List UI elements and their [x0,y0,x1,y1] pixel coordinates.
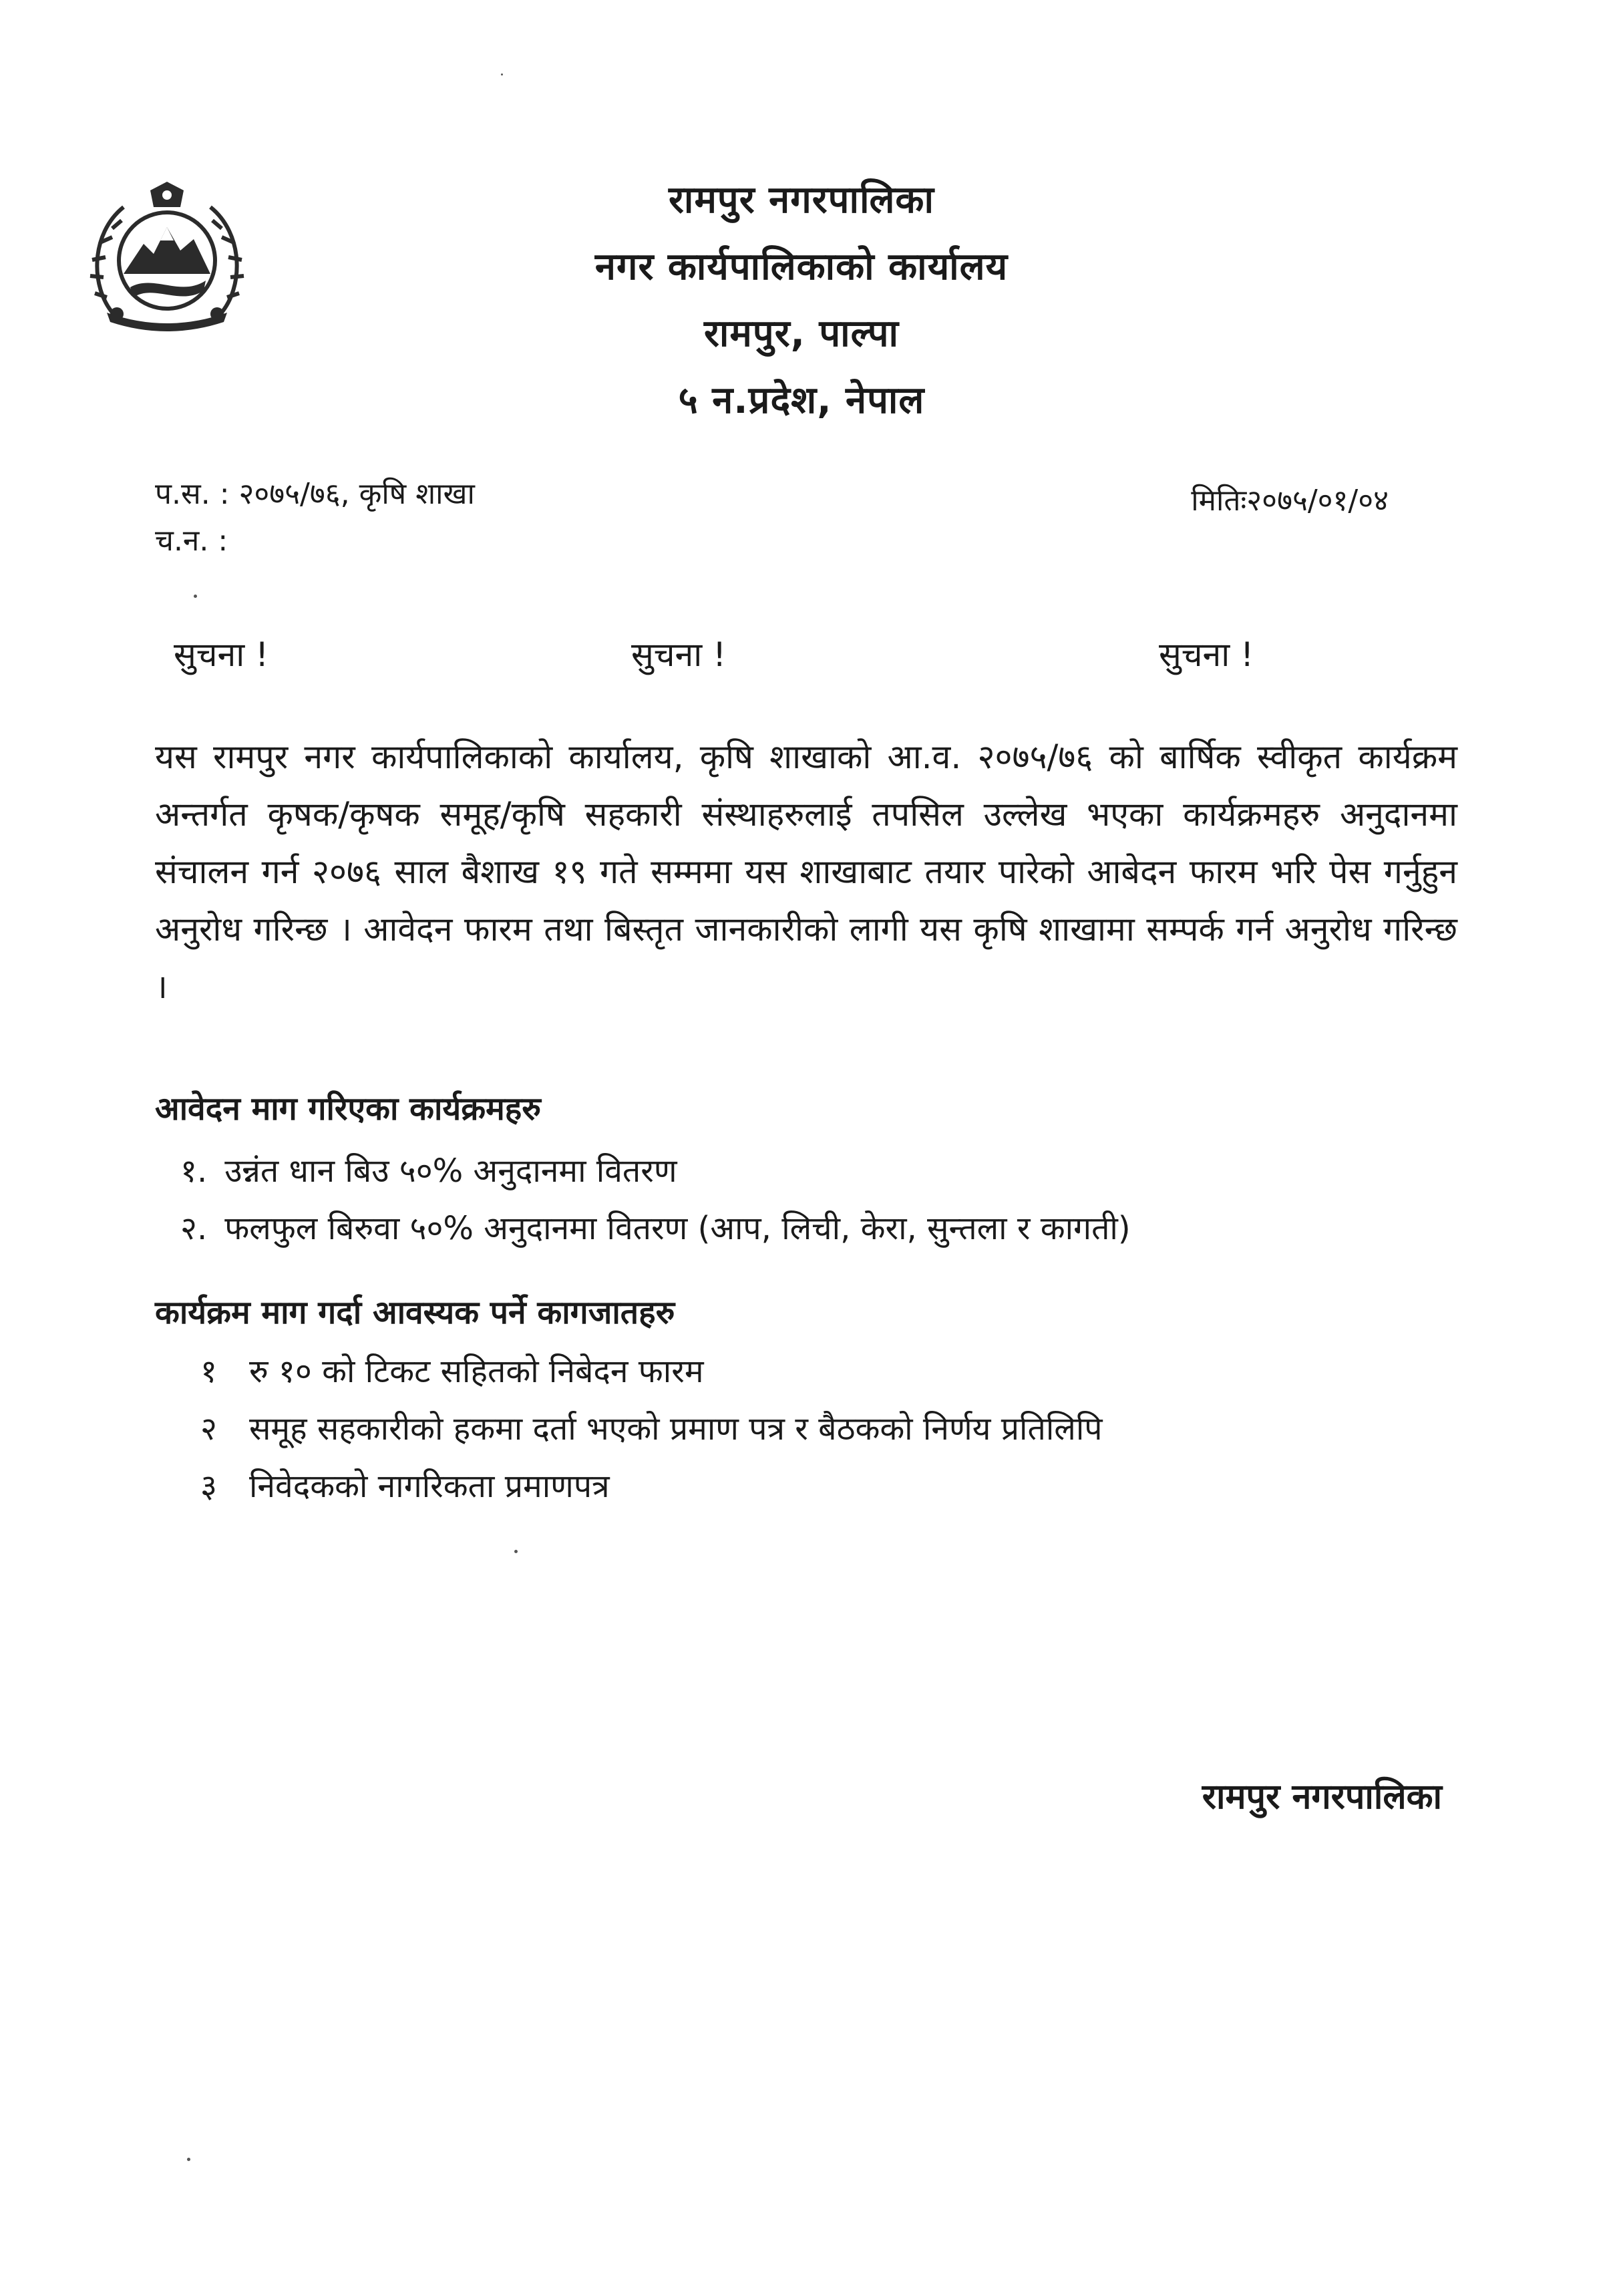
programs-list [180,1142,1131,1257]
list-item-number: २. [180,1210,208,1247]
list-item [180,1200,1131,1257]
signature-block: रामपुर नगरपालिका [1202,1777,1442,1817]
list-item-number: २ [200,1410,217,1448]
documents-list [200,1343,1103,1515]
province-country: ५ न.प्रदेश, नेपाल [678,379,925,422]
list-item-text: निवेदकको नागरिकता प्रमाणपत्र [248,1468,610,1505]
scan-speck [501,73,503,75]
issue-date: मितिः२०७५/०१/०४ [1191,484,1389,518]
office-name: नगर कार्यपालिकाको कार्यालय [594,245,1009,289]
list-item-number: १ [200,1353,217,1390]
scan-speck [514,1550,518,1553]
list-item [200,1400,1103,1458]
scan-speck [194,595,197,598]
list-item [200,1458,1103,1515]
scan-speck [187,2158,190,2161]
list-item-text: फलफुल बिरुवा ५०% अनुदानमा वितरण (आप, लिची, केरा, सुन्तला र कागती) [224,1210,1131,1247]
office-location: रामपुर, पाल्पा [703,312,900,355]
municipality-name: रामपुर नगरपालिका [669,178,934,222]
list-item-text: समूह सहकारीको हकमा दर्ता भएको प्रमाण पत्र र बैठकको निर्णय प्रतिलिपि [248,1410,1103,1448]
list-item-number: १. [180,1152,208,1190]
documents-section-title: कार्यक्रम माग गर्दा आवस्यक पर्ने कागजातहरु [155,1294,675,1331]
nepal-government-emblem-icon [87,180,247,334]
office-header [468,167,1135,434]
notice-heading-right: सुचना ! [1159,635,1254,674]
dispatch-number: च.न. : [155,524,228,558]
reference-number: प.स. : २०७५/७६, कृषि शाखा [155,477,475,511]
notice-body-paragraph: यस रामपुर नगर कार्यपालिकाको कार्यालय, कृषि शाखाको आ.व. २०७५/७६ को बार्षिक स्वीकृत कार्यक्रम अन्तर्गत कृषक/कृषक समूह/कृषि सहकारी संस्थाहरुलाई तपसिल उल्लेख भएका कार्यक्रमहरु अनुदानमा संचालन गर्न २०७६ साल बैशाख १९ गते सम्ममा यस शाखाबाट तयार पारेको आबेदन फारम भरि पेस गर्नुहुन अनुरोध गरिन्छ । आवेदन फारम तथा बिस्तृत जानकारीको लागी यस कृषि शाखामा सम्पर्क गर्न अनुरोध गरिन्छ । [155,737,1457,1006]
list-item-text: रु १० को टिकट सहितको निबेदन फारम [248,1353,704,1390]
notice-heading-left: सुचना ! [174,635,269,674]
list-item [180,1142,1131,1200]
notice-heading-center: सुचना ! [631,635,727,674]
list-item-text: उन्नंत धान बिउ ५०% अनुदानमा वितरण [224,1152,677,1190]
list-item [200,1343,1103,1400]
programs-section-title: आवेदन माग गरिएका कार्यक्रमहरु [155,1090,541,1128]
list-item-number: ३ [200,1468,217,1505]
